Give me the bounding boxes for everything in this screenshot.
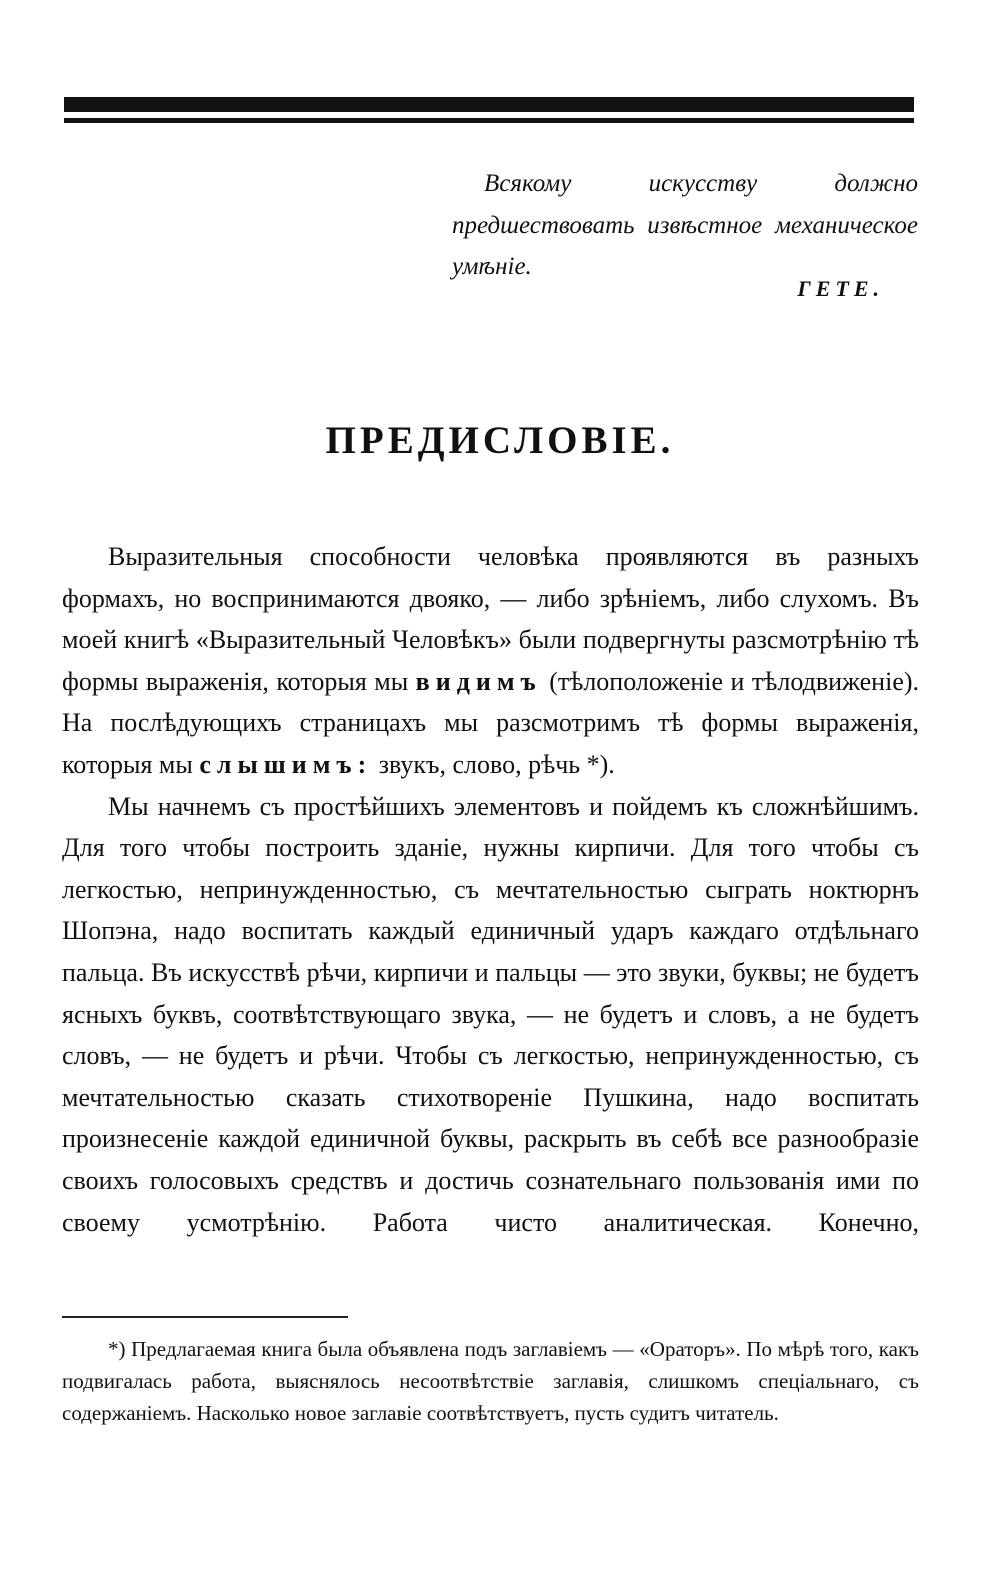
page-title: ПРЕДИСЛОВІЕ. — [325, 419, 675, 462]
paragraph-1 — [62, 536, 919, 786]
paragraph-2: Мы начнемъ съ простѣйшихъ элементовъ и пойдемъ къ сложнѣйшимъ. Для того чтобы построить зданіе, нужны кирпичи. Для того чтобы съ легкостью, непринужденностью, съ мечтательностью сыграть ноктюрнъ Шопэна, надо воспитать каждый единичный ударъ каждаго отдѣльнаго пальца. Въ искусствѣ рѣчи, кирпичи и пальцы — это звуки, буквы; не будетъ ясныхъ буквъ, соотвѣтствующаго звука, — не будетъ и словъ, а не будетъ словъ, — не будетъ и рѣчи. Чтобы съ легкостью, непринужденностью, съ мечтательностью сказать стихотвореніе Пушкина, надо воспитать произнесеніе каждой единичной буквы, раскрыть въ себѣ все разнообразіе своихъ голосовыхъ средствъ и достичь сознательнаго пользованія ими по своему усмотрѣнію. Работа чисто аналитическая. Конечно, — [62, 791, 919, 1237]
paragraph-1-part-3: звукъ, слово, рѣчь *). — [378, 749, 615, 779]
emphasis-seen: видимъ — [415, 666, 542, 696]
header-thick-rule — [64, 97, 914, 112]
body-text — [62, 536, 919, 1243]
emphasis-heard: слышимъ: — [199, 749, 373, 779]
epigraph-text: Всякому искусству должно предшествовать извѣстное механическое умѣніе. — [452, 170, 918, 280]
footnote-divider — [62, 1316, 348, 1318]
epigraph-author: ГЕТЕ. — [797, 276, 884, 301]
paragraph-1-part-2: (тѣлоположеніе и тѣлодвиженіе). На послѣдующихъ страницахъ мы разсмотримъ тѣ формы выраженія, которыя мы — [62, 666, 920, 779]
paragraph-1-part-1: Выразительныя способности человѣка проявляются въ разныхъ формахъ, но воспринимаются двояко, — либо зрѣніемъ, либо слухомъ. Въ моей книгѣ «Выразительный Человѣкъ» были подвергнуты разсмотрѣнію тѣ формы выраженія, которыя мы — [62, 542, 919, 696]
header-thin-rule — [64, 118, 914, 123]
footnote: *) Предлагаемая книга была объявлена подъ заглавіемъ — «Ораторъ». По мѣрѣ того, какъ подвигалась работа, выяснялось несоотвѣтствіе заглавія, слишкомъ спеціальнаго, съ содержаніемъ. Насколько новое заглавіе соотвѣтствуетъ, пусть судитъ читатель. — [62, 1337, 919, 1425]
